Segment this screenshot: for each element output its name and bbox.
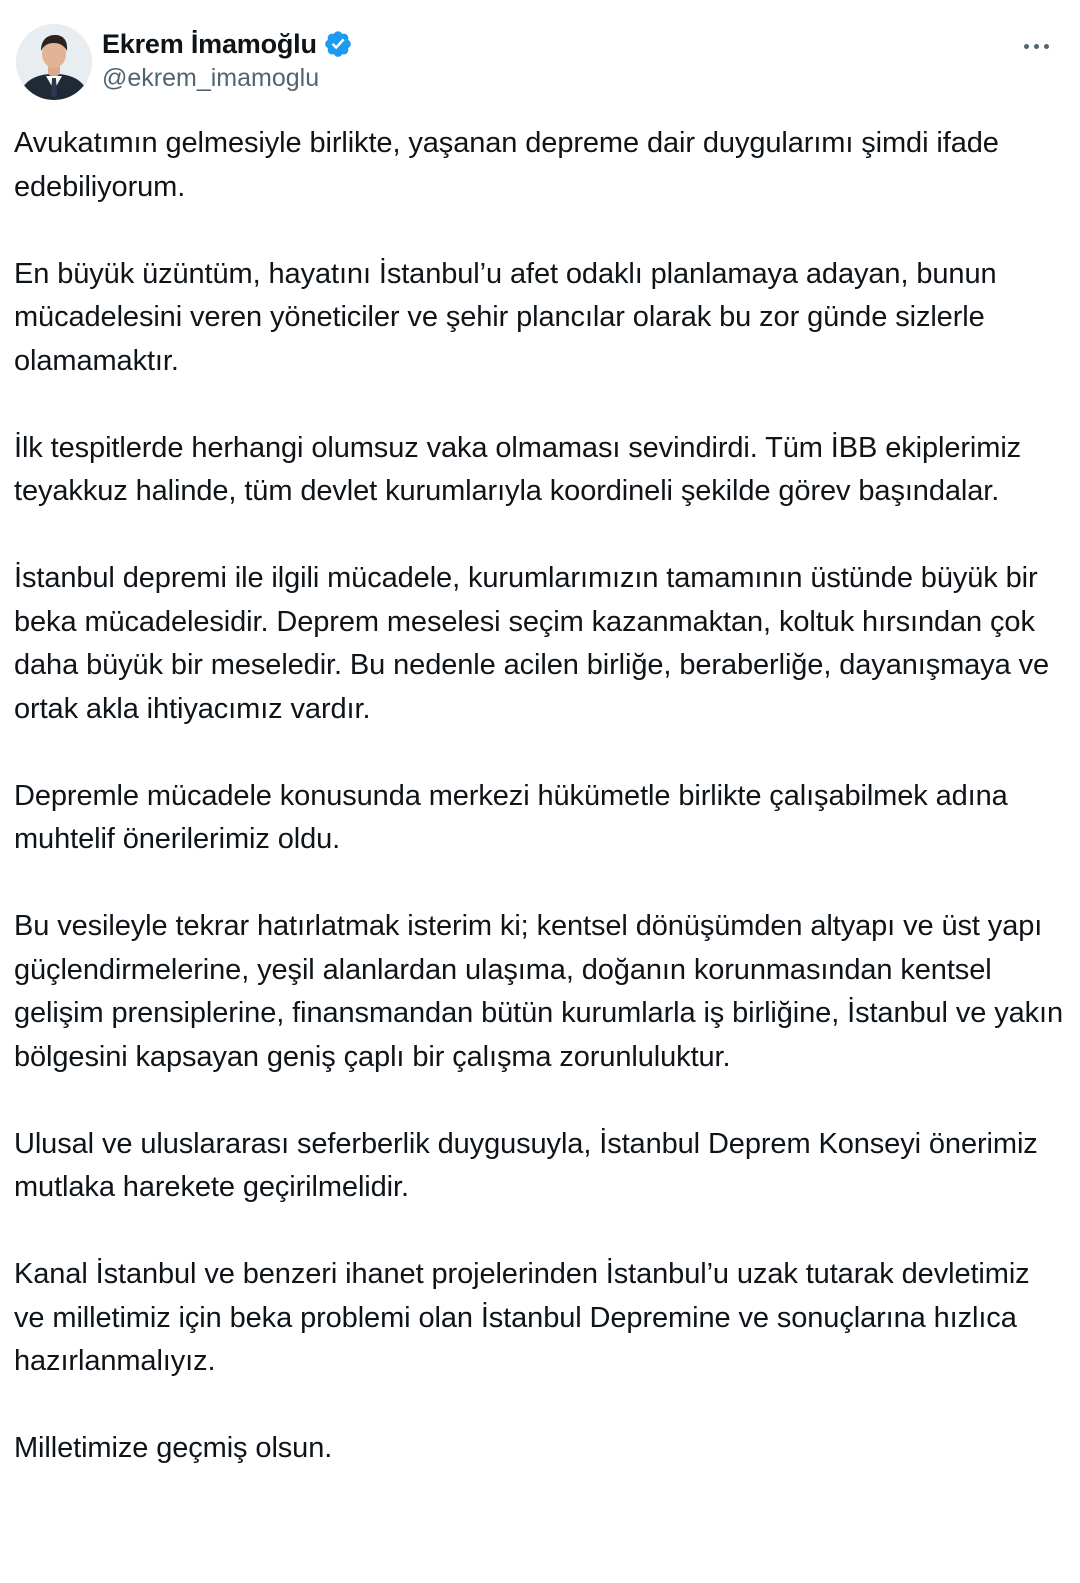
tweet-paragraph: Avukatımın gelmesiyle birlikte, yaşanan depreme dair duygularımı şimdi ifade edebiliyorum. bbox=[14, 127, 999, 203]
display-name[interactable]: Ekrem İmamoğlu bbox=[102, 28, 317, 59]
tweet-paragraph: En büyük üzüntüm, hayatını İstanbul’u afet odaklı planlamaya adayan, bunun mücadelesini veren yöneticiler ve şehir plancılar olarak bu zor günde sizlerle olamamaktır. bbox=[14, 257, 997, 377]
tweet-paragraph: İstanbul depremi ile ilgili mücadele, kurumlarımızın tamamının üstünde büyük bir beka mücadelesidir. Deprem meselesi seçim kazanmaktan, koltuk hırsından çok daha büyük bir meseledir. Bu nedenle acilen birliğe, beraberliğe, dayanışmaya ve ortak akla ihtiyacımız vardır. bbox=[14, 562, 1050, 725]
tweet-paragraph: Milletimize geçmiş olsun. bbox=[14, 1432, 333, 1464]
tweet-paragraph: Depremle mücadele konusunda merkezi hükümetle birlikte çalışabilmek adına muhtelif önerilerimiz oldu. bbox=[14, 779, 1008, 855]
tweet-paragraph: Ulusal ve uluslararası seferberlik duygusuyla, İstanbul Deprem Konseyi önerimiz mutlaka harekete geçirilmelidir. bbox=[14, 1127, 1038, 1203]
user-handle[interactable]: @ekrem_imamoglu bbox=[102, 64, 320, 92]
profile-photo-icon bbox=[16, 24, 92, 100]
tweet-paragraph: İlk tespitlerde herhangi olumsuz vaka olmaması sevindirdi. Tüm İBB ekiplerimiz teyakkuz halinde, tüm devlet kurumlarıyla koordineli şekilde görev başındalar. bbox=[14, 431, 1022, 507]
name-row bbox=[102, 26, 353, 62]
avatar[interactable] bbox=[16, 24, 92, 100]
tweet-paragraph: Kanal İstanbul ve benzeri ihanet projelerinden İstanbul’u uzak tutarak devletimiz ve milletimiz için beka problemi olan İstanbul Depremine ve sonuçlarına hızlıca hazırlanmalıyız. bbox=[14, 1258, 1030, 1377]
tweet-paragraph: Bu vesileyle tekrar hatırlatmak isterim ki; kentsel dönüşümden altyapı ve üst yapı güçlendirmelerine, yeşil alanlardan ulaşıma, doğanın korunmasından kentsel gelişim prensiplerine, finansmandan bütün kurumlarla iş birliğine, İstanbul ve yakın bölgesini kapsayan geniş çaplı bir çalışma zorunluluktur. bbox=[14, 910, 1064, 1073]
verified-badge-icon[interactable] bbox=[323, 29, 353, 59]
tweet-header bbox=[14, 24, 1066, 104]
author-block bbox=[102, 26, 353, 93]
more-horizontal-icon[interactable] bbox=[1014, 28, 1058, 64]
tweet-text bbox=[14, 122, 1064, 1471]
